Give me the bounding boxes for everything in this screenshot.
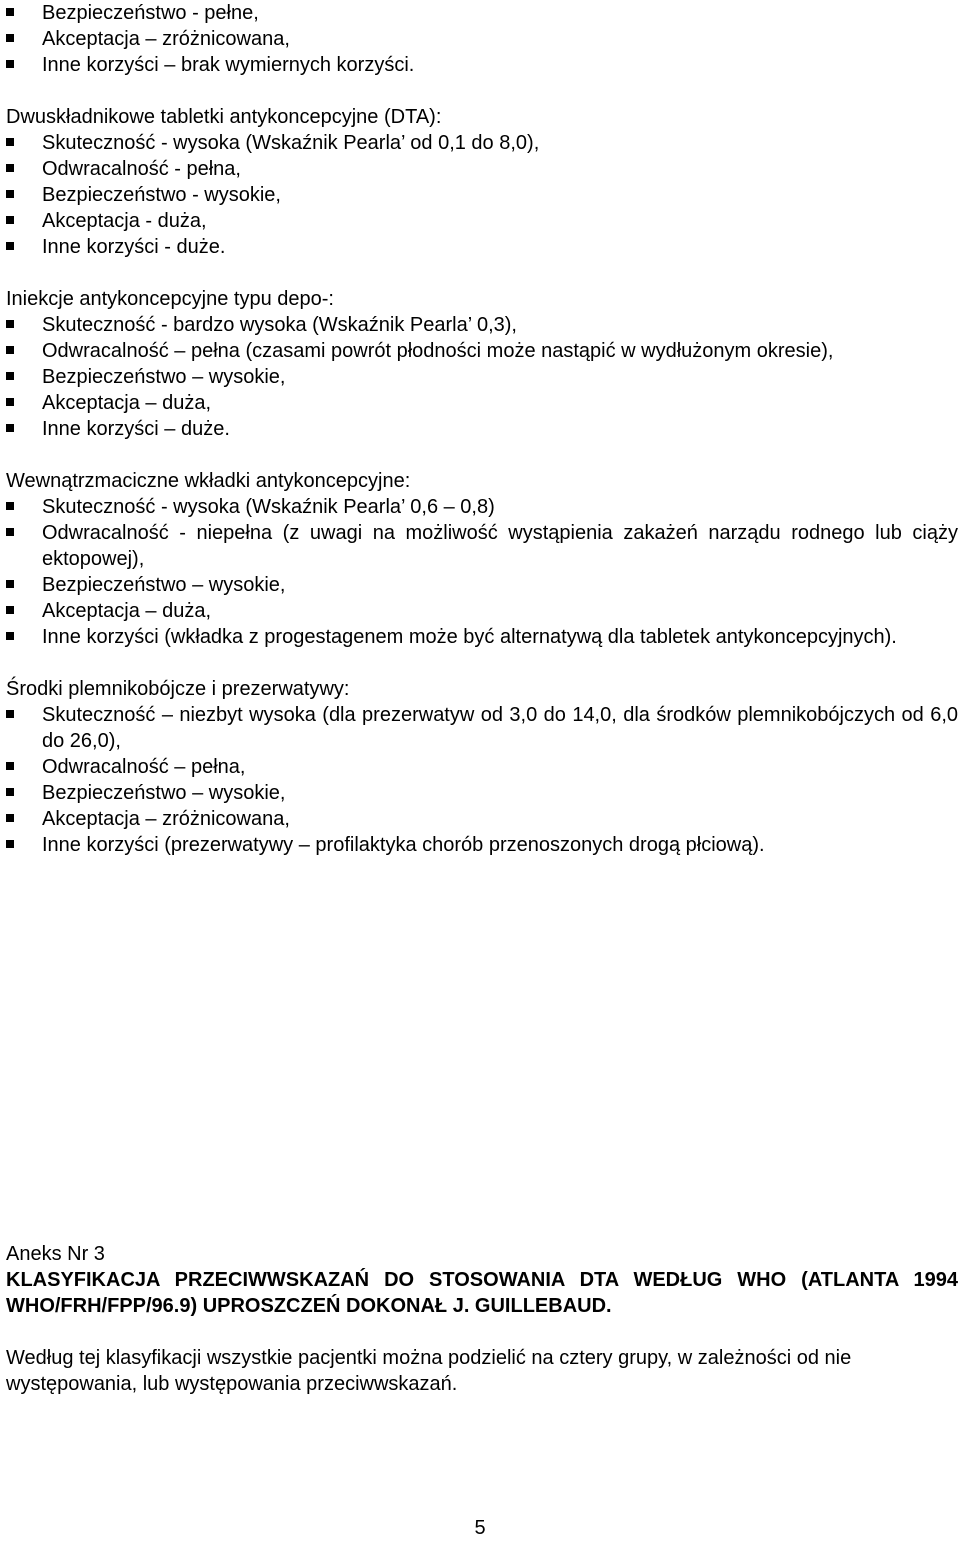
list-item: Inne korzyści (wkładka z progestagenem może być alternatywą dla tabletek antykoncepcyjnych). <box>6 624 958 650</box>
dta-list <box>6 130 958 260</box>
list-item: Bezpieczeństwo - wysokie, <box>6 182 958 208</box>
list-item: Bezpieczeństwo - pełne, <box>6 0 958 26</box>
list-item: Odwracalność - pełna, <box>6 156 958 182</box>
list-item: Inne korzyści - duże. <box>6 234 958 260</box>
list-item: Skuteczność – niezbyt wysoka (dla prezerwatyw od 3,0 do 14,0, dla środków plemnikobójczych od 6,0 do 26,0), <box>6 702 958 754</box>
list-item: Akceptacja – duża, <box>6 598 958 624</box>
list-item: Skuteczność - wysoka (Wskaźnik Pearla’ 0,6 – 0,8) <box>6 494 958 520</box>
list-item: Akceptacja – zróżnicowana, <box>6 806 958 832</box>
list-item: Skuteczność - bardzo wysoka (Wskaźnik Pearla’ 0,3), <box>6 312 958 338</box>
list-item: Akceptacja – duża, <box>6 390 958 416</box>
spermicides-list <box>6 702 958 858</box>
section-heading-dta: Dwuskładnikowe tabletki antykoncepcyjne (DTA): <box>6 106 442 128</box>
list-item: Bezpieczeństwo – wysokie, <box>6 572 958 598</box>
list-item: Odwracalność – pełna (czasami powrót płodności może nastąpić w wydłużonym okresie), <box>6 338 958 364</box>
annex-paragraph: Według tej klasyfikacji wszystkie pacjentki można podzielić na cztery grupy, w zależności od nie występowania, lub występowania przeciwwskazań. <box>6 1347 852 1395</box>
section-heading-spermicides: Środki plemnikobójcze i prezerwatywy: <box>6 678 350 700</box>
list-item: Bezpieczeństwo – wysokie, <box>6 364 958 390</box>
list-item: Inne korzyści – brak wymiernych korzyści. <box>6 52 958 78</box>
list-item: Inne korzyści – duże. <box>6 416 958 442</box>
annex-label: Aneks Nr 3 <box>6 1243 105 1265</box>
list-item: Odwracalność – pełna, <box>6 754 958 780</box>
section-heading-depo: Iniekcje antykoncepcyjne typu depo-: <box>6 288 334 310</box>
annex-section <box>6 1241 958 1397</box>
list-item: Akceptacja – zróżnicowana, <box>6 26 958 52</box>
intro-list <box>6 0 958 78</box>
list-item: Bezpieczeństwo – wysokie, <box>6 780 958 806</box>
document-body <box>6 0 958 858</box>
list-item: Odwracalność - niepełna (z uwagi na możliwość wystąpienia zakażeń narządu rodnego lub ciąży ektopowej), <box>6 520 958 572</box>
iud-list <box>6 494 958 650</box>
section-heading-iud: Wewnątrzmaciczne wkładki antykoncepcyjne: <box>6 470 411 492</box>
annex-title: KLASYFIKACJA PRZECIWWSKAZAŃ DO STOSOWANIA DTA WEDŁUG WHO (ATLANTA 1994 WHO/FRH/FPP/96.9) UPROSZCZEŃ DOKONAŁ J. GUILLEBAUD. <box>6 1269 958 1317</box>
depo-list <box>6 312 958 442</box>
list-item: Skuteczność - wysoka (Wskaźnik Pearla’ od 0,1 do 8,0), <box>6 130 958 156</box>
list-item: Akceptacja - duża, <box>6 208 958 234</box>
page-number: 5 <box>474 1517 486 1539</box>
list-item: Inne korzyści (prezerwatywy – profilaktyka chorób przenoszonych drogą płciową). <box>6 832 958 858</box>
